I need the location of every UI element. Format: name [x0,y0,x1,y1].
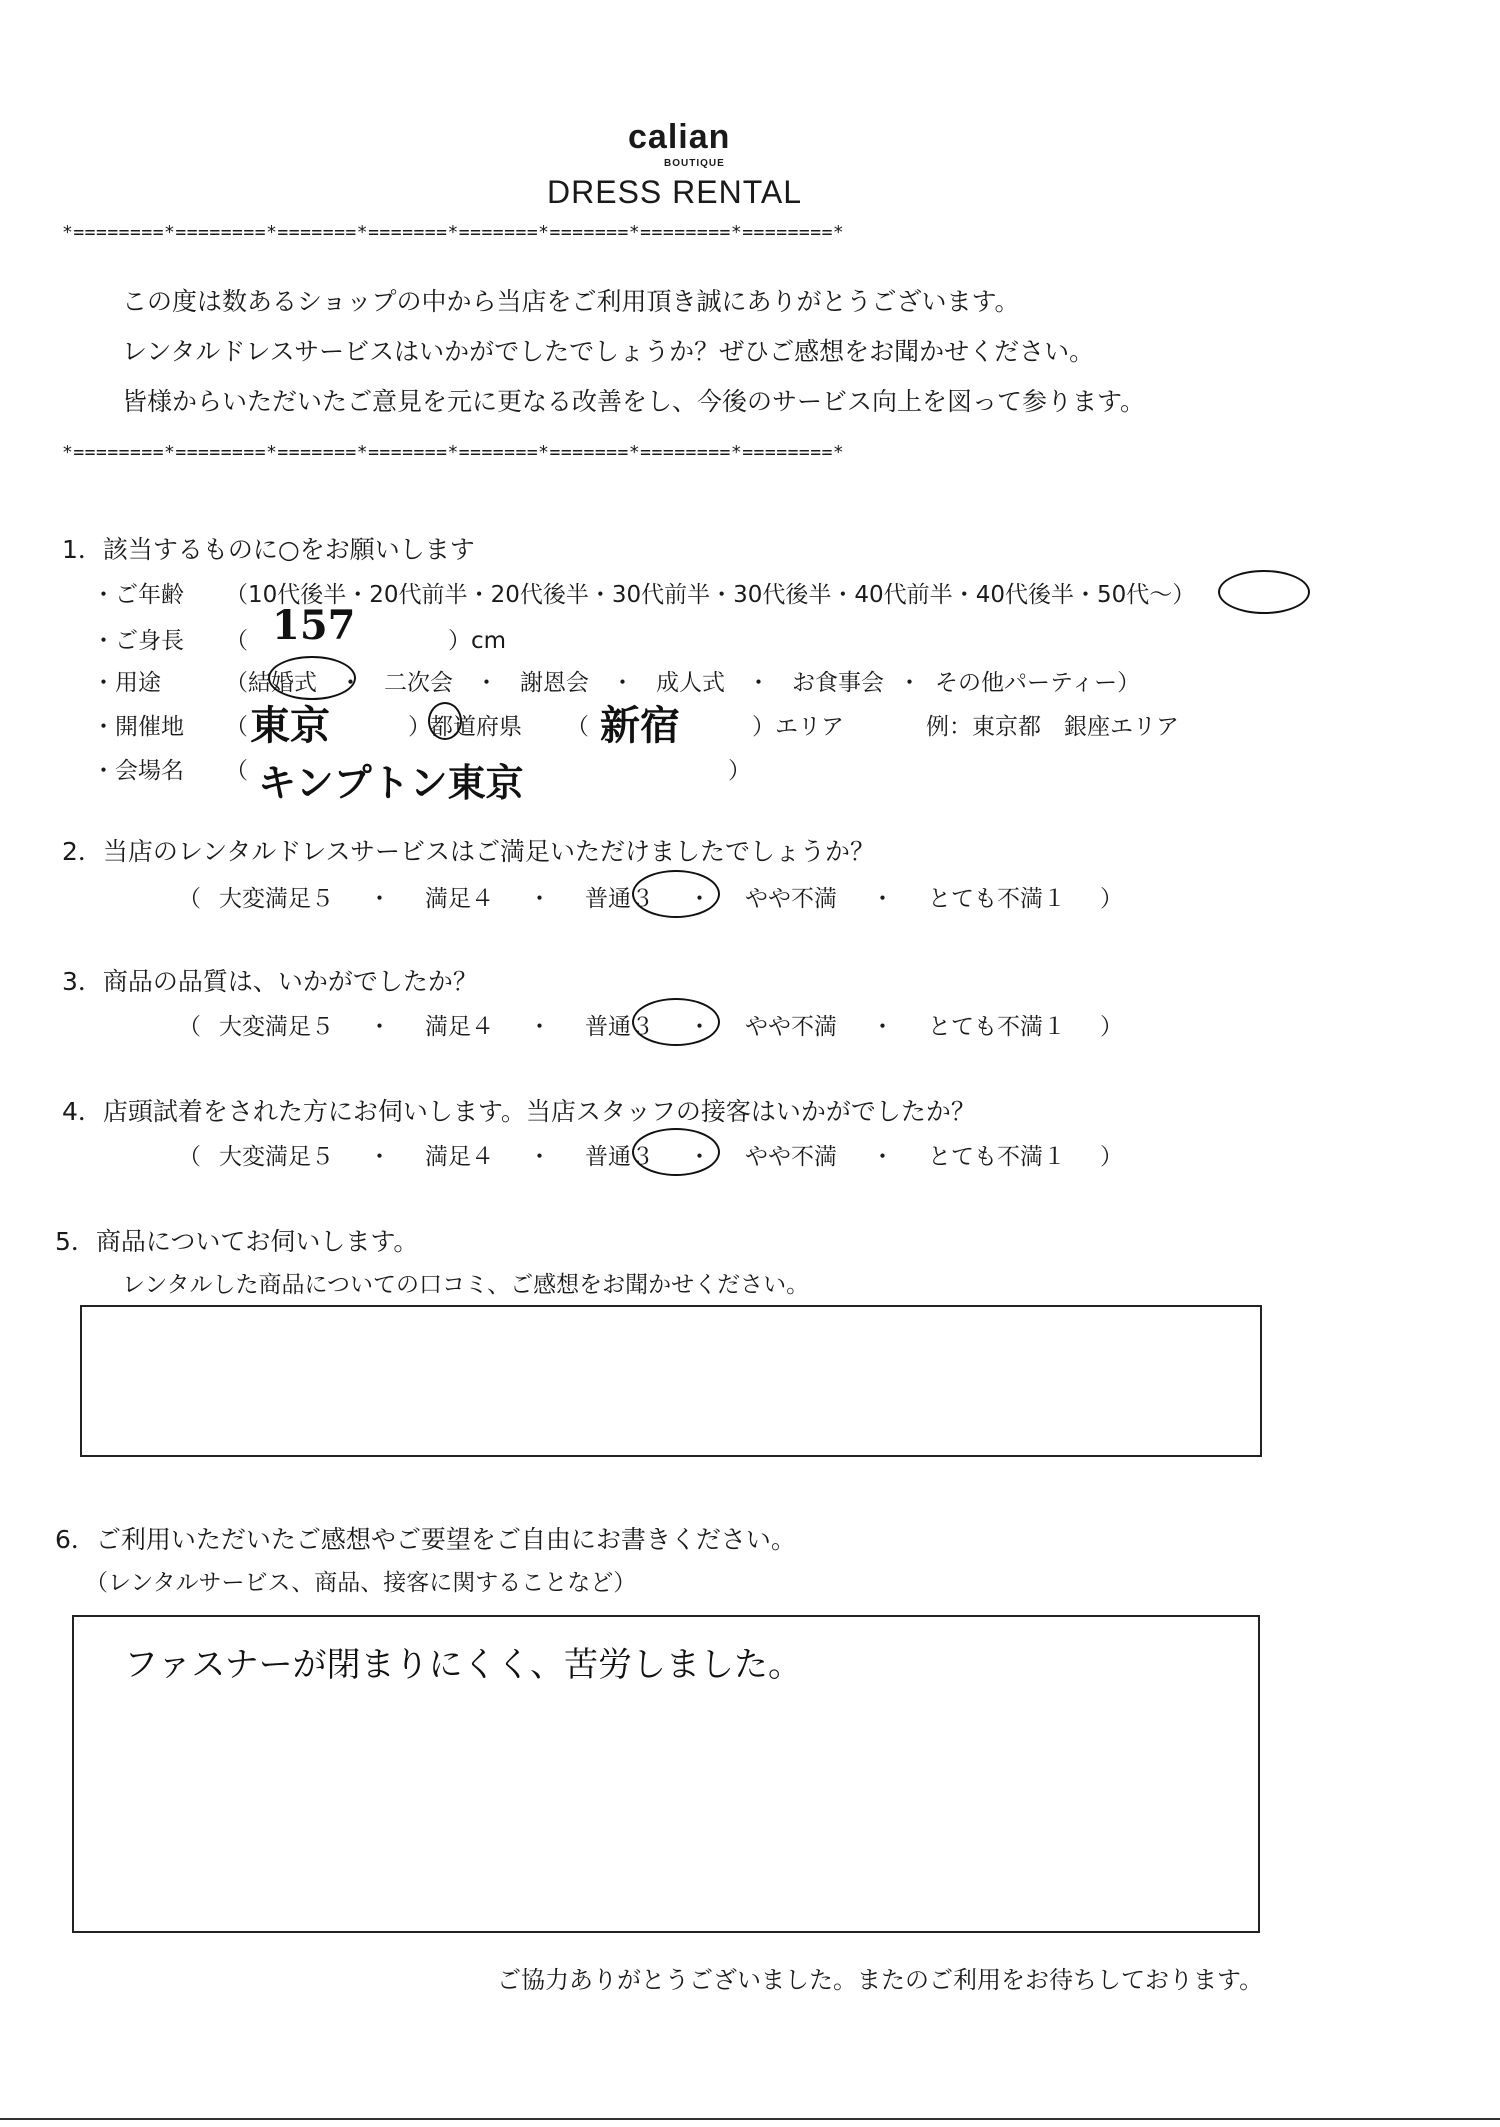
separator: ・ [688,1014,711,1040]
age-option[interactable]: 30代前半 [611,582,711,608]
rating-option[interactable]: 大変満足５ [219,1144,334,1170]
divider-top: *========*========*=======*=======*=======*=======*========*========* [62,222,845,243]
purpose-option[interactable]: お食事会 [792,670,884,696]
rating-option[interactable]: とても不満１ [928,886,1066,912]
rating-option-selected[interactable]: 普通３ [585,1144,654,1170]
intro-line-3: 皆様からいただいたご意見を元に更なる改善をし、今後のサービス向上を図って参ります。 [122,387,1146,416]
separator: ・ [368,1144,391,1170]
rating-option[interactable]: 満足４ [425,886,494,912]
age-selected-circle [1218,570,1310,614]
paren-open: （ [178,1014,201,1040]
location-label: ・開催地 [92,714,184,740]
separator: ・ [871,1144,894,1170]
rating-option-selected[interactable]: 普通３ [585,886,654,912]
separator: ・ [475,670,498,696]
purpose-option[interactable]: 謝恩会 [520,670,589,696]
venue-value[interactable]: キンプトン東京 [258,760,524,805]
rating-option[interactable]: 満足４ [425,1014,494,1040]
rating-option[interactable]: 大変満足５ [219,1014,334,1040]
separator: ・ [871,886,894,912]
q6-answer: ファスナーが閉まりにくく、苦労しました。 [124,1645,802,1685]
q6-answer-box[interactable] [72,1615,1260,1933]
rating-option[interactable]: 大変満足５ [219,886,334,912]
purpose-option[interactable]: その他パーティー [935,670,1118,696]
separator: ・ [588,582,612,608]
area-value[interactable]: 新宿 [600,702,680,749]
age-option-selected[interactable]: 50代～ [1096,582,1173,608]
purpose-options [225,664,1140,697]
separator: ・ [528,886,551,912]
age-option[interactable]: 20代前半 [369,582,468,608]
brand-sub: BOUTIQUE [664,158,725,169]
rating-option[interactable]: やや不満 [745,1014,837,1040]
q3-title: 3．商品の品質は、いかがでしたか？ [62,967,478,996]
separator: ・ [710,582,734,608]
separator: ・ [467,582,491,608]
footer-thanks: ご協力ありがとうございました。またのご利用をお待ちしております。 [497,1966,1264,1994]
rating-option[interactable]: やや不満 [745,886,837,912]
separator: ・ [339,670,362,696]
separator: ・ [871,1014,894,1040]
location-paren-close: ） [408,714,431,740]
paren-open: （ [225,670,248,696]
paren-close: ） [1100,1014,1123,1040]
height-paren-open: （ [225,628,248,654]
q1-title: 1．該当するものに○をお願いします [62,535,475,564]
age-option[interactable]: 30代後半 [733,582,832,608]
venue-label: ・会場名 [92,758,184,784]
separator: ・ [1073,582,1097,608]
rating-option[interactable]: とても不満１ [928,1144,1066,1170]
q5-answer [82,1307,1260,1335]
paren-close: ） [1117,670,1141,696]
q6-title: 6．ご利用いただいたご感想やご要望をご自由にお書きください。 [55,1525,796,1554]
age-label: ・ご年齢 [92,582,184,608]
separator: ・ [688,1144,711,1170]
venue-paren-open: （ [225,758,248,784]
area-paren-open: （ [566,714,589,740]
rating-option[interactable]: やや不満 [745,1144,837,1170]
separator: ・ [952,582,976,608]
age-option[interactable]: 10代後半 [248,582,347,608]
separator: ・ [368,1014,391,1040]
separator: ・ [611,670,634,696]
paren-close: ） [1100,886,1123,912]
page-title: DRESS RENTAL [547,174,803,210]
age-options [225,576,1195,609]
q3-selected-circle [632,998,720,1046]
separator: ・ [898,670,921,696]
q5-title: 5．商品についてお伺いします。 [55,1227,419,1256]
q5-answer-box[interactable] [80,1305,1262,1457]
area-suffix: ）エリア [752,714,844,740]
q4-title: 4．店頭試着をされた方にお伺いします。当店スタッフの接客はいかがでしたか？ [62,1097,976,1126]
separator: ・ [346,582,370,608]
prefecture-type-circle [428,702,462,740]
brand-logo: calian [628,118,731,156]
paren-close: ） [1172,582,1196,608]
rating-option-selected[interactable]: 普通３ [585,1014,654,1040]
paren-close: ） [1100,1144,1123,1170]
height-label: ・ご身長 [92,628,184,654]
divider-bottom: *========*========*=======*=======*=======*=======*========*========* [62,442,845,463]
separator: ・ [528,1014,551,1040]
intro-line-2: レンタルドレスサービスはいかがでしたでしょうか？ぜひご感想をお聞かせください。 [122,337,1095,366]
purpose-option-selected[interactable]: 結婚式 [248,670,317,696]
age-option[interactable]: 40代後半 [975,582,1074,608]
separator: ・ [688,886,711,912]
separator: ・ [528,1144,551,1170]
separator: ・ [368,886,391,912]
q4-selected-circle [632,1128,720,1176]
rating-option[interactable]: 満足４ [425,1144,494,1170]
q6-subtitle: （レンタルサービス、商品、接客に関することなど） [85,1570,637,1596]
q2-title: 2．当店のレンタルドレスサービスはご満足いただけましたでしょうか？ [62,837,876,866]
location-example: 例：東京都 銀座エリア [926,714,1179,740]
venue-paren-close: ） [728,758,751,784]
paren-open: （ [178,886,201,912]
rating-option[interactable]: とても不満１ [928,1014,1066,1040]
prefecture-suffix: 都道府県 [430,714,522,740]
height-unit: ）cm [448,628,507,654]
purpose-label: ・用途 [92,670,161,696]
bottom-rule [0,2118,1500,2120]
prefecture-value[interactable]: 東京 [250,702,330,749]
age-option[interactable]: 20代後半 [490,582,589,608]
intro-line-1: この度は数あるショップの中から当店をご利用頂き誠にありがとうございます。 [122,287,1020,316]
height-value[interactable]: 157 [272,602,356,649]
purpose-option[interactable]: 成人式 [656,670,725,696]
separator: ・ [747,670,770,696]
q2-selected-circle [632,870,720,918]
age-option[interactable]: 40代前半 [854,582,953,608]
q5-subtitle: レンタルした商品についての口コミ、ご感想をお聞かせください。 [122,1272,810,1298]
paren-open: （ [225,582,248,608]
purpose-option[interactable]: 二次会 [384,670,453,696]
location-paren-open: （ [225,714,248,740]
paren-open: （ [178,1144,201,1170]
separator: ・ [831,582,855,608]
